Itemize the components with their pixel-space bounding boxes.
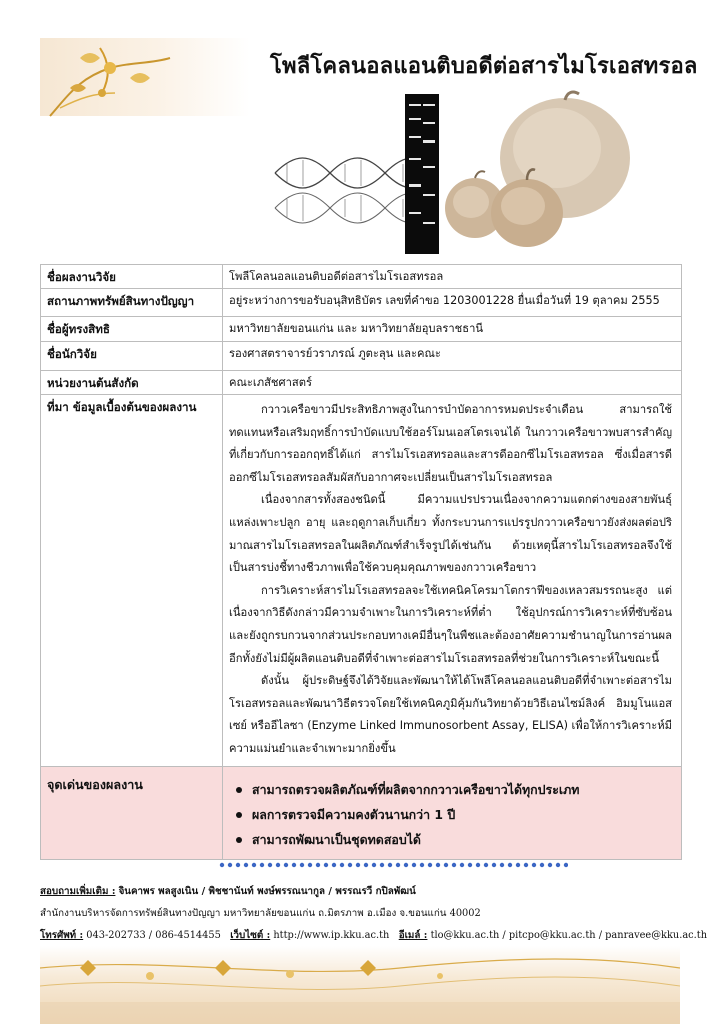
divider-dot	[516, 863, 520, 867]
web-link[interactable]: http://www.ip.kku.ac.th	[273, 930, 390, 941]
background-paragraph: กวาวเครือขาวมีประสิทธิภาพสูงในการบำบัดอาการหมดประจำเดือน สามารถใช้ทดแทนหรือเสริมฤทธิ์การบำบัดแบบใช้ฮอร์โมนเอสโตรเจนได้ ในกวาวเครือขาวพบสารสำคัญที่เกี่ยวกับการออกฤทธิ์ได้แก่ สารไมโรเอสทรอลและสารดีออกซีไมโรเอสทรอล ซึ่งเมื่อสารดีออกซีไมโรเอสทรอลสัมผัสกับอากาศจะเปลี่ยนเป็นสารไมโรเอสทรอล	[229, 403, 672, 484]
highlights-row	[41, 766, 682, 859]
row-label: ชื่อผลงานวิจัย	[41, 265, 223, 289]
highlights-list-cell	[223, 766, 682, 859]
divider-dot	[500, 863, 504, 867]
highlight-item: สามารถตรวจผลิตภัณฑ์ที่ผลิตจากกวาวเครือขาวได้ทุกประเภท	[235, 777, 675, 802]
highlights-list	[229, 771, 675, 856]
contact-office: สำนักงานบริหารจัดการทรัพย์สินทางปัญญา มหาวิทยาลัยขอนแก่น ถ.มิตรภาพ อ.เมือง จ.ขอนแก่น 40002	[40, 908, 481, 919]
divider-dot	[356, 863, 360, 867]
row-value: คณะเภสัชศาสตร์	[223, 371, 682, 395]
divider-dot	[308, 863, 312, 867]
gel-electrophoresis-icon	[405, 94, 439, 254]
divider-dot	[476, 863, 480, 867]
divider-dot	[468, 863, 472, 867]
divider-dot	[332, 863, 336, 867]
divider-dot	[244, 863, 248, 867]
background-text	[223, 395, 682, 767]
divider-dot	[292, 863, 296, 867]
row-value: โพลีโคลนอลแอนติบอดีต่อสารไมโรเอสทรอล	[223, 265, 682, 289]
divider-dot	[236, 863, 240, 867]
divider-dot	[276, 863, 280, 867]
page-title: โพลีโคลนอลแอนติบอดีต่อสารไมโรเอสทรอล	[270, 53, 698, 79]
table-row	[41, 342, 682, 371]
highlights-label: จุดเด่นของผลงาน	[41, 766, 223, 859]
divider-dot	[556, 863, 560, 867]
row-label: หน่วยงานต้นสังกัด	[41, 371, 223, 395]
divider-dot	[388, 863, 392, 867]
background-label: ที่มา ข้อมูลเบื้องต้นของผลงาน	[41, 395, 223, 767]
more-info-label: สอบถามเพิ่มเติม :	[40, 886, 116, 897]
divider-dot	[364, 863, 368, 867]
row-value: รองศาสตราจารย์วราภรณ์ ภูตะลุน และคณะ	[223, 342, 682, 371]
divider-dot	[460, 863, 464, 867]
divider-dot	[452, 863, 456, 867]
divider-dot	[564, 863, 568, 867]
divider-dot	[324, 863, 328, 867]
divider-dot	[404, 863, 408, 867]
contact-people: จินคาพร พลสูงเนิน / พิชชานันท์ พงษ์พรรณนากูล / พรรณรวี กปิลพัฒน์	[118, 886, 416, 897]
research-info-table	[40, 264, 682, 860]
phone-value: 043-202733 / 086-4514455	[86, 930, 221, 941]
golden-floral-ornament-icon	[40, 38, 200, 118]
divider-dot	[220, 863, 224, 867]
divider-dot	[412, 863, 416, 867]
divider-dot	[268, 863, 272, 867]
table-row	[41, 265, 682, 289]
email-links[interactable]: tlo@kku.ac.th / pitcpo@kku.ac.th / panravee@kku.ac.th	[430, 930, 708, 941]
dotted-divider	[218, 861, 568, 869]
contact-block	[40, 881, 708, 947]
divider-dot	[348, 863, 352, 867]
divider-dot	[340, 863, 344, 867]
divider-dot	[372, 863, 376, 867]
divider-dot	[252, 863, 256, 867]
background-paragraph: เนื่องจากสารทั้งสองชนิดนี้ มีความแปรปรวนเนื่องจากความแตกต่างของสายพันธุ์ แหล่งเพาะปลูก อายุ และฤดูกาลเก็บเกี่ยว ทั้งกระบวนการแปรรูปกวาวเครือขาวยังส่งผลต่อปริมาณสารไมโรเอสทรอลในผลิตภัณฑ์สำเร็จรูปได้เช่นกัน ด้วยเหตุนี้สารไมโรเอสทรอลจึงใช้เป็นสารบ่งชี้ทางชีวภาพเพื่อใช้ควบคุมคุณภาพของกวาวเครือขาว	[229, 493, 672, 575]
phone-label: โทรศัพท์ :	[40, 930, 84, 941]
row-value: อยู่ระหว่างการขอรับอนุสิทธิบัตร เลขที่คำขอ 1203001228 ยื่นเมื่อวันที่ 19 ตุลาคม 2555	[223, 289, 682, 317]
divider-dot	[484, 863, 488, 867]
divider-dot	[380, 863, 384, 867]
divider-dot	[300, 863, 304, 867]
divider-dot	[284, 863, 288, 867]
divider-dot	[540, 863, 544, 867]
divider-dot	[396, 863, 400, 867]
row-label: สถานภาพทรัพย์สินทางปัญญา	[41, 289, 223, 317]
divider-dot	[548, 863, 552, 867]
divider-dot	[228, 863, 232, 867]
divider-dot	[260, 863, 264, 867]
divider-dot	[444, 863, 448, 867]
divider-dot	[316, 863, 320, 867]
contact-line-people	[40, 881, 700, 903]
divider-dot	[532, 863, 536, 867]
divider-dot	[420, 863, 424, 867]
row-label: ชื่อนักวิจัย	[41, 342, 223, 371]
tuber-root-icon	[445, 92, 630, 247]
divider-dot	[492, 863, 496, 867]
golden-floral-ornament-icon	[40, 946, 680, 1024]
highlight-item: ผลการตรวจมีความคงตัวนานกว่า 1 ปี	[235, 802, 675, 827]
hero-illustration	[265, 88, 695, 260]
email-label: อีเมล์ :	[398, 930, 428, 941]
table-row	[41, 371, 682, 395]
divider-dot	[524, 863, 528, 867]
divider-dot	[428, 863, 432, 867]
background-paragraph: การวิเคราะห์สารไมโรเอสทรอลจะใช้เทคนิคโครมาโตกราฟีของเหลวสมรรถนะสูง แต่เนื่องจากวิธีดังกล่าวมีความจำเพาะในการวิเคราะห์ที่ต่ำ ใช้อุปกรณ์การวิเคราะห์ที่ซับซ้อน และยังถูกรบกวนจากส่วนประกอบทางเคมีอื่นๆในพืชและต้องอาศัยความชำนาญในการอ่านผล อีกทั้งยังไม่มีผู้ผลิตแอนติบอดีที่จำเพาะต่อสารไมโรเอสทรอลที่ช่วยในการวิเคราะห์ในขณะนี้	[229, 583, 672, 665]
divider-dot	[436, 863, 440, 867]
background-row	[41, 395, 682, 767]
table-row	[41, 289, 682, 317]
row-label: ชื่อผู้ทรงสิทธิ	[41, 317, 223, 342]
table-row	[41, 317, 682, 342]
row-value: มหาวิทยาลัยขอนแก่น และ มหาวิทยาลัยอุบลราชธานี	[223, 317, 682, 342]
divider-dot	[508, 863, 512, 867]
web-label: เว็บไซต์ :	[230, 930, 271, 941]
background-paragraph: ดังนั้น ผู้ประดิษฐ์จึงได้วิจัยและพัฒนาให้ได้โพลีโคลนอลแอนติบอดีที่จำเพาะต่อสารไมโรเอสทรอลและพัฒนาวิธีตรวจโดยใช้เทคนิคภูมิคุ้มกันวิทยาด้วยวิธีเอนไซม์ลิงค์ อิมมูโนแอสเซย์ หรืออีไลซา (Enzyme Linked Immunosorbent Assay, ELISA) เพื่อให้การวิเคราะห์มีความแม่นยำและจำเพาะมากยิ่งขึ้น	[229, 674, 672, 755]
highlight-item: สามารถพัฒนาเป็นชุดทดสอบได้	[235, 827, 675, 852]
contact-line-channels	[40, 925, 708, 947]
